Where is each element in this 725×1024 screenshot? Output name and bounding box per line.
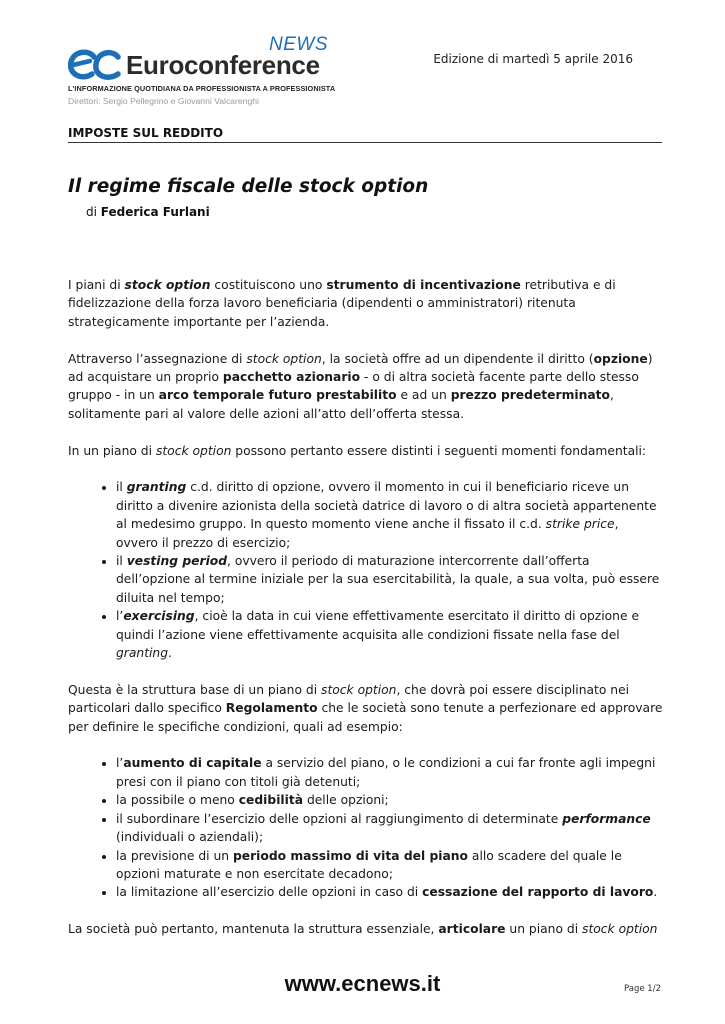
text-run: - o di altra società facente parte dello stesso gruppo - in un xyxy=(68,370,639,403)
byline-prefix: di xyxy=(86,205,97,219)
text-run: , solitamente pari al valore delle azioni all’atto dell’offerta stessa. xyxy=(68,388,614,421)
text-run: arco temporale futuro prestabilito xyxy=(158,388,397,403)
page-number: Page 1/2 xyxy=(624,984,661,994)
list-item xyxy=(116,810,664,847)
text-run: costituiscono uno xyxy=(210,278,327,292)
paragraph xyxy=(68,442,664,460)
directors: Direttori: Sergio Pellegrino e Giovanni Valcarenghi xyxy=(68,96,259,106)
paragraph xyxy=(68,350,664,424)
text-run: opzione xyxy=(593,351,648,366)
text-run: a servizio del piano, o le condizioni a cui far fronte agli impegni presi con il piano con titoli già detenuti; xyxy=(116,756,656,789)
text-run: stock option xyxy=(155,443,232,458)
text-run: allo scadere del quale le opzioni maturate e non esercitate decadono; xyxy=(116,848,622,881)
text-run: strike price xyxy=(545,517,615,532)
text-run: il xyxy=(116,554,127,569)
text-run: granting xyxy=(126,480,187,495)
text-run: , ovvero il prezzo di esercizio; xyxy=(116,517,619,550)
text-run: l’ xyxy=(116,756,124,771)
text-run: e ad un xyxy=(396,388,451,403)
moments-list xyxy=(68,478,664,662)
text-run: . xyxy=(653,885,658,900)
text-run: , ovvero il periodo di maturazione intercorrente dall’offerta dell’opzione al termine iniziale per la sua esercitabilità, la quale, a sua volta, può essere diluita nel tempo; xyxy=(116,554,660,605)
text-run: un piano di xyxy=(505,922,583,937)
text-run: cedibilità xyxy=(238,793,304,808)
text-run: retributiva e di fidelizzazione della forza lavoro beneficiaria (dipendenti o amministratori) ritenuta strategicamente importante per l’azienda. xyxy=(68,278,616,329)
text-run: possono pertanto essere distinti i seguenti momenti fondamentali: xyxy=(231,443,647,458)
paragraph xyxy=(68,920,664,938)
text-run: Regolamento xyxy=(225,701,318,716)
list-item xyxy=(116,552,664,607)
text-run: strumento di incentivazione xyxy=(326,278,521,292)
section-label: IMPOSTE SUL REDDITO xyxy=(68,126,224,140)
text-run: la limitazione all’esercizio delle opzioni in caso di xyxy=(116,885,423,900)
text-run: aumento di capitale xyxy=(123,756,262,771)
list-item xyxy=(116,754,664,791)
text-run: che le società sono tenute a perfezionare ed approvare per definire le specifiche condizioni, quali ad esempio: xyxy=(68,701,663,734)
text-run: performance xyxy=(562,811,651,826)
text-run: stock option xyxy=(321,682,397,697)
conditions-list xyxy=(68,754,664,901)
text-run: Attraverso l’assegnazione di xyxy=(68,351,247,366)
ec-logo-icon xyxy=(68,48,122,82)
author-name: Federica Furlani xyxy=(100,205,210,219)
text-run: la possibile o meno xyxy=(116,793,239,808)
site-url-link[interactable]: www.ecnews.it xyxy=(284,971,441,996)
text-run: c.d. diritto di opzione, ovvero il momento in cui il beneficiario riceve un diritto a divenire azionista della società datrice di lavoro o di altra società appartenente al medesimo gruppo. In questo momento viene anche il fissato il c.d. xyxy=(116,480,657,532)
text-run: l’ xyxy=(116,609,124,624)
text-run: il subordinare l’esercizio delle opzioni al raggiungimento di determinate xyxy=(116,811,563,826)
text-run: pacchetto azionario xyxy=(222,370,361,385)
text-run: periodo massimo di vita del piano xyxy=(232,848,469,863)
section-heading xyxy=(68,122,662,143)
text-run: prezzo predeterminato xyxy=(450,388,610,403)
list-item xyxy=(116,847,664,884)
edition-date: Edizione di martedì 5 aprile 2016 xyxy=(433,52,633,66)
text-run: (individuali o aziendali); xyxy=(116,830,264,845)
tagline: L'INFORMAZIONE QUOTIDIANA DA PROFESSIONISTA A PROFESSIONISTA xyxy=(68,84,336,93)
article-title: Il regime fiscale delle stock option xyxy=(68,176,429,197)
text-run: vesting period xyxy=(126,554,228,569)
text-run: granting xyxy=(116,646,169,661)
text-run: ) ad acquistare un proprio xyxy=(68,351,653,385)
text-run: In un piano di xyxy=(68,443,156,458)
list-item xyxy=(116,478,664,552)
text-run: stock option xyxy=(124,278,211,292)
text-run: cessazione del rapporto di lavoro xyxy=(422,885,654,900)
text-run: stock option xyxy=(582,922,658,937)
text-run: stock option xyxy=(246,351,322,366)
text-run: articolare xyxy=(438,922,506,937)
article-body xyxy=(68,276,664,957)
text-run: , che dovrà poi essere disciplinato nei particolari dallo specifico xyxy=(68,682,630,716)
masthead xyxy=(68,36,668,116)
text-run: la previsione di un xyxy=(116,848,233,863)
text-run: , cioè la data in cui viene effettivamente esercitato il diritto di opzione e quindi l’azione viene effettivamente acquisita alle condizioni fissate nella fase del xyxy=(116,609,640,642)
paragraph xyxy=(68,681,664,736)
list-item xyxy=(116,607,664,662)
text-run: il xyxy=(116,480,127,495)
brand-suffix: NEWS xyxy=(269,34,328,55)
list-item xyxy=(116,791,664,809)
text-run: I piani di xyxy=(68,278,125,292)
text-run: La società può pertanto, mantenuta la struttura essenziale, xyxy=(68,922,439,937)
list-item xyxy=(116,883,664,901)
text-run: exercising xyxy=(123,609,195,624)
brand-name: Euroconference xyxy=(126,50,320,80)
byline xyxy=(86,205,210,219)
text-run: Questa è la struttura base di un piano di xyxy=(68,682,322,697)
text-run: . xyxy=(168,646,172,661)
text-run: , la società offre ad un dipendente il diritto ( xyxy=(321,351,594,366)
paragraph xyxy=(68,276,664,331)
text-run: delle opzioni; xyxy=(303,793,389,808)
